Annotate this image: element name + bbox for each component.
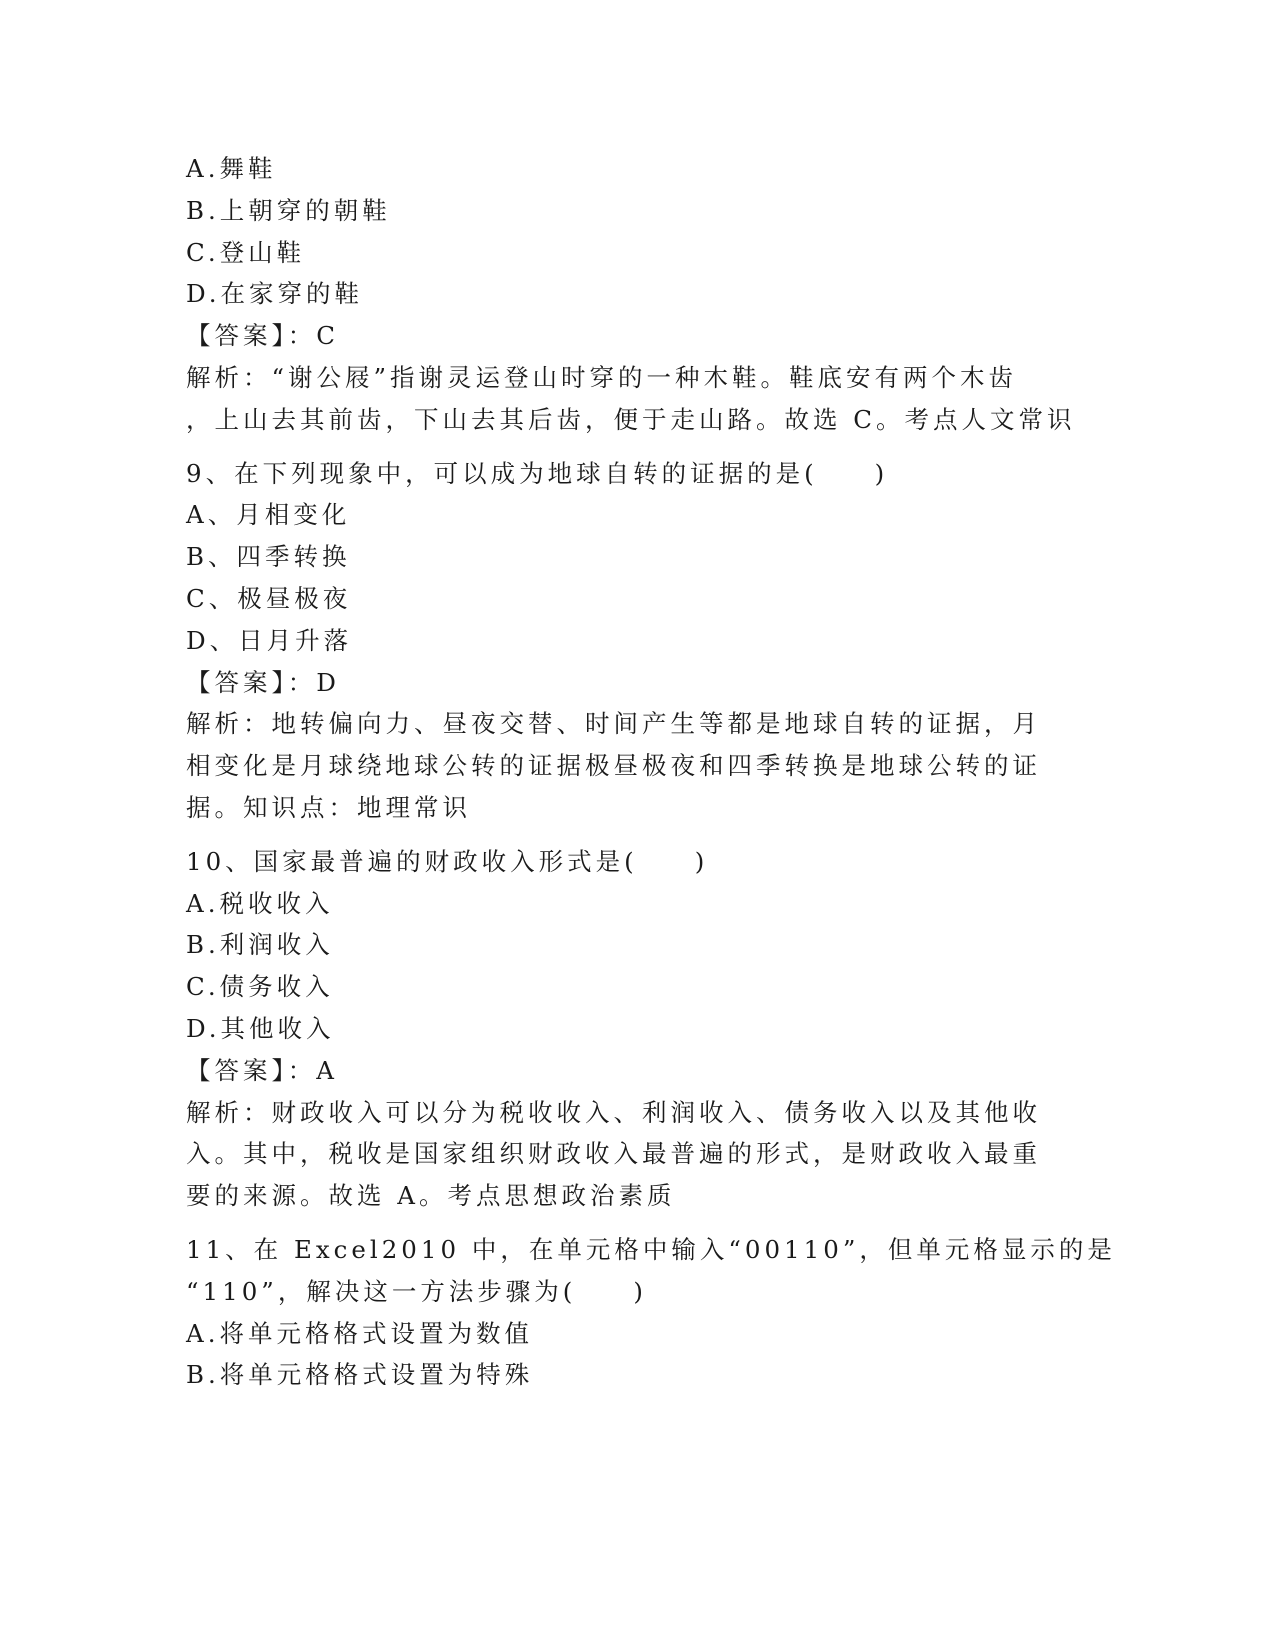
question-stem: 9、在下列现象中，可以成为地球自转的证据的是( ) xyxy=(186,458,889,488)
analysis-line-3: 要的来源。故选 A。考点思想政治素质 xyxy=(186,1181,676,1211)
analysis-line-1: 解析：“谢公屐”指谢灵运登山时穿的一种木鞋。鞋底安有两个木齿 xyxy=(186,362,1018,392)
option-b: B.利润收入 xyxy=(186,930,334,960)
question-stem-line-1: 11、在 Excel2010 中，在单元格中输入“00110”，但单元格显示的是 xyxy=(186,1234,1116,1264)
answer-line: 【答案】：A xyxy=(186,1055,338,1085)
analysis-line-3: 据。知识点：地理常识 xyxy=(186,792,471,822)
option-a: A.舞鞋 xyxy=(186,154,277,183)
option-a: A、月相变化 xyxy=(186,500,351,530)
option-d: D.其他收入 xyxy=(186,1013,335,1043)
question-stem-line-2: “110”，解决这一方法步骤为( ) xyxy=(186,1276,647,1306)
option-c: C.债务收入 xyxy=(186,972,334,1002)
option-a: A.税收收入 xyxy=(186,888,334,918)
question-8-block xyxy=(186,148,1086,441)
option-b: B.将单元格格式设置为特殊 xyxy=(186,1360,534,1390)
analysis-line-2: 相变化是月球绕地球公转的证据极昼极夜和四季转换是地球公转的证 xyxy=(186,751,1041,781)
option-a: A.将单元格格式设置为数值 xyxy=(186,1318,533,1348)
analysis-line-1: 解析：地转偏向力、昼夜交替、时间产生等都是地球自转的证据，月 xyxy=(186,709,1041,739)
option-b: B.上朝穿的朝鞋 xyxy=(186,195,391,225)
question-stem: 10、国家最普遍的财政收入形式是( ) xyxy=(186,846,709,876)
answer-line: 【答案】：D xyxy=(186,667,340,697)
option-b: B、四季转换 xyxy=(186,542,351,572)
question-9-block xyxy=(186,453,1086,829)
analysis-line-2: ，上山去其前齿，下山去其后齿，便于走山路。故选 C。考点人文常识 xyxy=(186,404,1076,434)
analysis-line-2: 入。其中，税收是国家组织财政收入最普遍的形式，是财政收入最重 xyxy=(186,1139,1041,1169)
question-11-block xyxy=(186,1229,1116,1396)
answer-line: 【答案】：C xyxy=(186,321,339,351)
option-d: D、日月升落 xyxy=(186,625,353,655)
option-c: C.登山鞋 xyxy=(186,237,306,267)
option-c: C、极昼极夜 xyxy=(186,583,352,613)
option-d: D.在家穿的鞋 xyxy=(186,279,364,309)
page-content xyxy=(186,148,1116,1396)
analysis-line-1: 解析：财政收入可以分为税收收入、利润收入、债务收入以及其他收 xyxy=(186,1097,1041,1127)
question-10-block xyxy=(186,841,1086,1217)
